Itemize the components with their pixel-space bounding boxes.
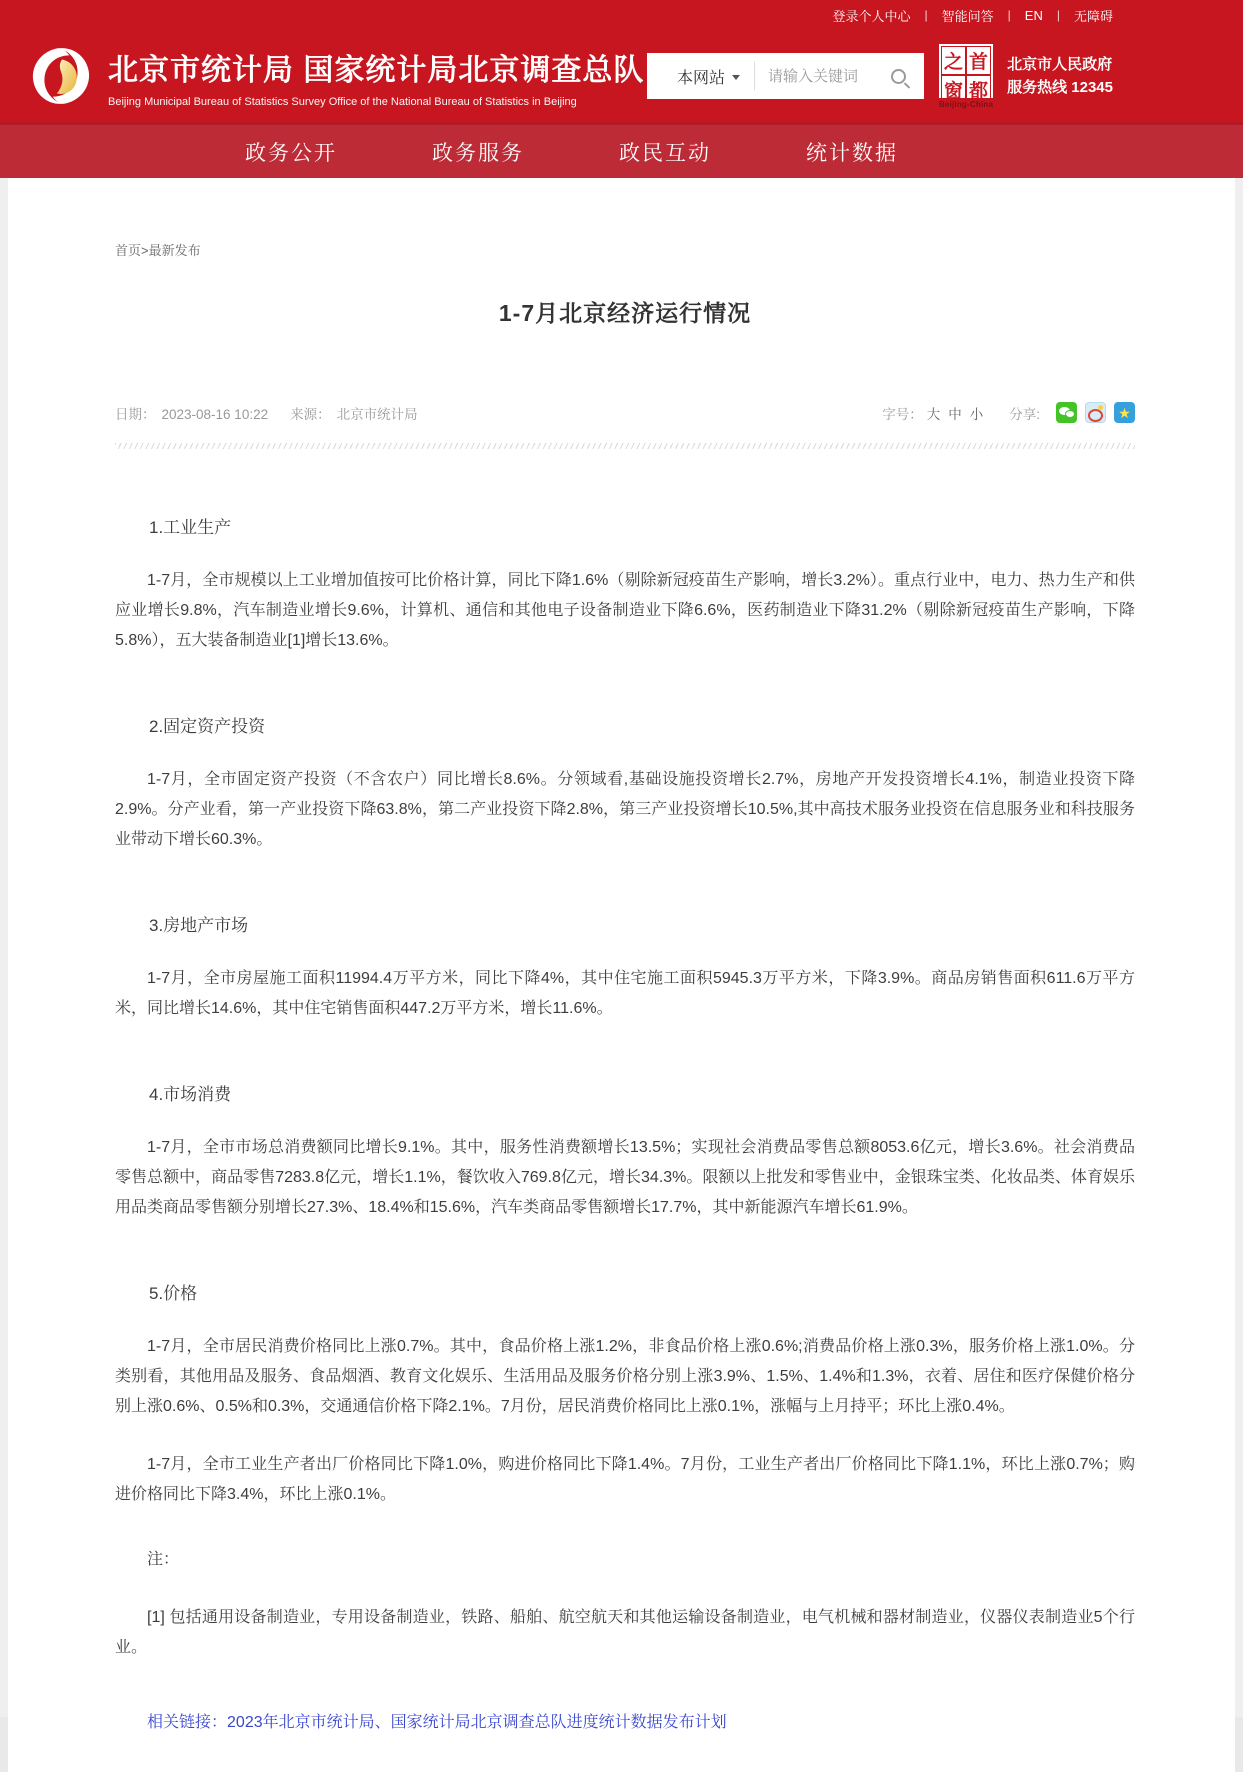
capital-window-seal: [939, 44, 993, 102]
fontsize-small-button[interactable]: 小: [969, 406, 984, 422]
article-paragraph: 1-7月，全市市场总消费额同比增长9.1%。其中，服务性消费额增长13.5%；实现社会消费品零售总额8053.6亿元，增长3.6%。社会消费品零售总额中，商品零售7283.8亿元，增长1.1%，餐饮收入769.8亿元，增长34.3%。限额以上批发和零售业中，金银珠宝类、化妆品类、体育娱乐用品类商品零售额分别增长27.3%、18.4%和15.6%，汽车类商品零售额增长17.7%，其中新能源汽车增长61.9%。: [115, 1139, 1135, 1216]
topbar-separator: |: [1007, 8, 1011, 22]
content-card: [8, 178, 1235, 1772]
topbar-separator: |: [924, 8, 928, 22]
topbar-link-smart-qa[interactable]: 智能问答: [941, 8, 994, 24]
nav-item-government-services[interactable]: 政务服务: [432, 141, 524, 165]
share-label: 分享:: [1009, 406, 1040, 422]
source-value: 北京市统计局: [336, 406, 418, 422]
search-input[interactable]: [755, 68, 891, 85]
seal-char: 之: [941, 46, 966, 75]
section-heading-prices: 5.价格: [149, 1284, 198, 1303]
topbar-link-login[interactable]: 登录个人中心: [832, 8, 911, 24]
related-links: [115, 1709, 1135, 1732]
breadcrumb-home[interactable]: 首页: [115, 243, 142, 258]
bureau-logo-icon: [28, 43, 94, 109]
source-label: 来源：: [290, 406, 331, 422]
site-title: 北京市统计局 国家统计局北京调查总队: [108, 53, 645, 87]
section-heading-consumption: 4.市场消费: [149, 1085, 232, 1104]
page-title: 1-7月北京经济运行情况: [498, 300, 752, 326]
nav-item-statistics-data[interactable]: 统计数据: [806, 141, 898, 165]
search-box: [647, 53, 924, 99]
topbar-link-accessibility[interactable]: 无障碍: [1073, 8, 1113, 24]
search-scope-select[interactable]: [647, 65, 754, 88]
footnote-paragraph: [1] 包括通用设备制造业，专用设备制造业，铁路、船舶、航空航天和其他运输设备制造业，电气机械和器材制造业，仪器仪表制造业5个行业。: [115, 1609, 1135, 1656]
section-heading-investment: 2.固定资产投资: [149, 717, 266, 736]
breadcrumb-current[interactable]: 最新发布: [148, 243, 201, 258]
article-meta: [115, 402, 1135, 423]
site-header: [0, 30, 1243, 122]
primary-nav: [0, 122, 1243, 178]
topbar-link-english[interactable]: EN: [1024, 7, 1043, 23]
meta-left: [115, 403, 424, 423]
seal-caption: Beijing-China: [938, 99, 994, 109]
hotline-line1: 北京市人民政府: [1007, 55, 1113, 73]
article-paragraph: 1-7月，全市规模以上工业增加值按可比价格计算，同比下降1.6%（剔除新冠疫苗生产影响，增长3.2%）。重点行业中，电力、热力生产和供应业增长9.8%，汽车制造业增长9.6%，计算机、通信和其他电子设备制造业下降6.6%，医药制造业下降31.2%（剔除新冠疫苗生产影响，下降5.8%），五大装备制造业[1]增长13.6%。: [115, 572, 1135, 649]
related-link[interactable]: 2023年北京市统计局、国家统计局北京调查总队进度统计数据发布计划: [227, 1714, 727, 1731]
fontsize-label: 字号：: [882, 406, 923, 422]
section-heading-industry: 1.工业生产: [149, 518, 232, 537]
article-paragraph: 1-7月，全市固定资产投资（不含农户）同比增长8.6%。分领域看,基础设施投资增长2.7%，房地产开发投资增长4.1%，制造业投资下降2.9%。分产业看，第一产业投资下降63.8%，第二产业投资下降2.8%，第三产业投资增长10.5%,其中高技术服务业投资在信息服务业和科技服务业带动下增长60.3%。: [115, 771, 1135, 848]
meta-right: [882, 402, 1135, 423]
search-scope-label: 本网站: [676, 69, 725, 87]
qzone-share-icon[interactable]: ★: [1114, 402, 1135, 423]
related-links-label: 相关链接：: [147, 1714, 228, 1731]
site-brand[interactable]: [28, 43, 644, 109]
note-label: 注：: [147, 1551, 180, 1568]
search-icon[interactable]: [891, 69, 906, 84]
topbar-separator: |: [1056, 8, 1060, 22]
hotline: [1007, 53, 1113, 100]
date-label: 日期：: [115, 406, 156, 422]
nav-item-government-affairs[interactable]: 政务公开: [245, 141, 337, 165]
seal-char: 都: [966, 75, 991, 104]
article-paragraph: 1-7月，全市工业生产者出厂价格同比下降1.0%，购进价格同比下降1.4%。7月份，工业生产者出厂价格同比下降1.1%，环比上涨0.7%；购进价格同比下降3.4%，环比上涨0.1%。: [115, 1456, 1135, 1503]
hotline-line2: 服务热线 12345: [1007, 79, 1113, 96]
fontsize-medium-button[interactable]: 中: [948, 406, 962, 422]
site-subtitle-en: Beijing Municipal Bureau of Statistics Survey Office of the National Bureau of Statistics in Beijing: [108, 95, 577, 108]
brand-text: [108, 45, 644, 108]
weibo-share-icon[interactable]: [1085, 402, 1106, 423]
article-body: [115, 513, 1135, 1732]
main: [0, 178, 1243, 1772]
header-right: [647, 44, 1113, 109]
chevron-down-icon: [732, 75, 740, 80]
breadcrumb: [115, 240, 1135, 259]
article-paragraph: 1-7月，全市房屋施工面积11994.4万平方米，同比下降4%，其中住宅施工面积5945.3万平方米，下降3.9%。商品房销售面积611.6万平方米，同比增长14.6%，其中住宅销售面积447.2万平方米，增长11.6%。: [115, 970, 1135, 1017]
breadcrumb-separator: >: [141, 243, 149, 258]
article-paragraph: 1-7月，全市居民消费价格同比上涨0.7%。其中，食品价格上涨1.2%，非食品价格上涨0.6%;消费品价格上涨0.3%，服务价格上涨1.0%。分类别看，其他用品及服务、食品烟酒、教育文化娱乐、生活用品及服务价格分别上涨3.9%、1.5%、1.4%和1.3%，衣着、居住和医疗保健价格分别上涨0.6%、0.5%和0.3%，交通通信价格下降2.1%。7月份，居民消费价格同比上涨0.1%，涨幅与上月持平；环比上涨0.4%。: [115, 1338, 1135, 1415]
nav-item-public-interaction[interactable]: 政民互动: [619, 141, 711, 165]
capital-window-logo[interactable]: [939, 44, 993, 109]
seal-char: 窗: [941, 75, 966, 104]
seal-char: 首: [966, 46, 991, 75]
fontsize-large-button[interactable]: 大: [926, 406, 941, 422]
hatched-divider: [115, 443, 1135, 449]
date-value: 2023-08-16 10:22: [161, 406, 269, 422]
topbar: [0, 0, 1243, 30]
wechat-share-icon[interactable]: [1056, 402, 1077, 423]
section-heading-real-estate: 3.房地产市场: [149, 916, 249, 935]
